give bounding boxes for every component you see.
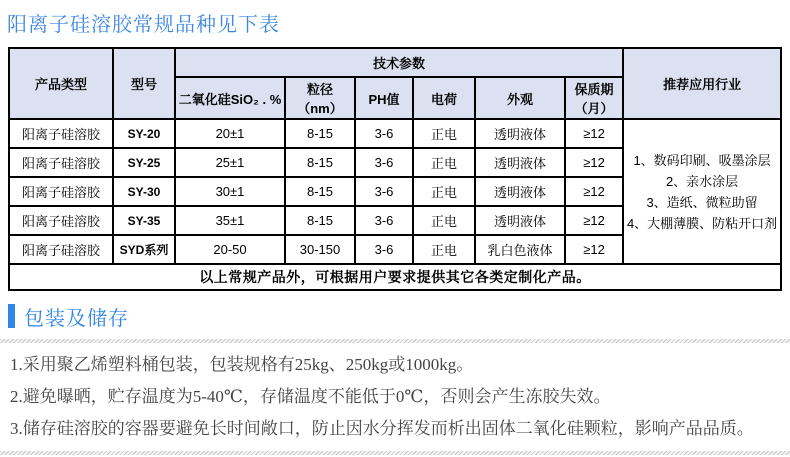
cell-appearance: 乳白色液体 [475, 235, 565, 264]
application-line: 2、亲水涂层 [665, 173, 739, 189]
col-header-model: 型号 [113, 48, 175, 119]
table-footer-row [9, 264, 781, 290]
cell-charge: 正电 [413, 119, 475, 148]
cell-product-type: 阳离子硅溶胶 [9, 235, 113, 264]
col-header-tech-params: 技术参数 [175, 48, 623, 77]
application-line: 3、造纸、微粒助留 [646, 194, 758, 210]
cell-shelf-life: ≥12 [565, 148, 623, 177]
storage-paragraph: 1.采用聚乙烯塑料桶包装，包装规格有25kg、250kg或1000kg。 [10, 355, 474, 374]
cell-charge: 正电 [413, 235, 475, 264]
cell-appearance: 透明液体 [475, 177, 565, 206]
cell-particle-size: 30-150 [285, 235, 355, 264]
section-title: 包装及储存 [24, 307, 129, 330]
cell-shelf-life: ≥12 [565, 235, 623, 264]
cell-sio2: 25±1 [175, 148, 285, 177]
storage-instructions [0, 354, 790, 439]
cell-appearance: 透明液体 [475, 148, 565, 177]
cell-charge: 正电 [413, 206, 475, 235]
cell-shelf-life: ≥12 [565, 177, 623, 206]
cell-ph: 3-6 [355, 206, 413, 235]
cell-model: SY-30 [113, 177, 175, 206]
cell-sio2: 20-50 [175, 235, 285, 264]
cell-sio2: 35±1 [175, 206, 285, 235]
cell-ph: 3-6 [355, 235, 413, 264]
cell-shelf-life: ≥12 [565, 206, 623, 235]
cell-model: SY-25 [113, 148, 175, 177]
col-header-product-type: 产品类型 [9, 48, 113, 119]
divider-top [0, 339, 790, 343]
cell-particle-size: 8-15 [285, 206, 355, 235]
section-accent-bar [8, 304, 15, 328]
cell-model: SY-20 [113, 119, 175, 148]
cell-ph: 3-6 [355, 119, 413, 148]
cell-charge: 正电 [413, 177, 475, 206]
col-header-sio2: 二氧化硅SiO₂ . % [175, 77, 285, 119]
applications-cell [623, 119, 781, 264]
cell-particle-size: 8-15 [285, 148, 355, 177]
cell-appearance: 透明液体 [475, 119, 565, 148]
col-header-shelf-life: 保质期（月） [565, 77, 623, 119]
application-line: 4、大棚薄膜、防粘开口剂 [626, 215, 778, 231]
divider-bottom [0, 451, 790, 455]
col-header-appearance: 外观 [475, 77, 565, 119]
cell-appearance: 透明液体 [475, 206, 565, 235]
cell-ph: 3-6 [355, 177, 413, 206]
cell-sio2: 20±1 [175, 119, 285, 148]
cell-product-type: 阳离子硅溶胶 [9, 206, 113, 235]
table-footer-note: 以上常规产品外，可根据用户要求提供其它各类定制化产品。 [9, 264, 781, 290]
cell-product-type: 阳离子硅溶胶 [9, 119, 113, 148]
cell-model: SYD系列 [113, 235, 175, 264]
col-header-applications: 推荐应用行业 [623, 48, 781, 119]
cell-particle-size: 8-15 [285, 119, 355, 148]
table-header-row-1 [9, 48, 781, 77]
section-header-packaging-storage [8, 303, 790, 329]
cell-model: SY-35 [113, 206, 175, 235]
table-row [9, 119, 781, 148]
cell-shelf-life: ≥12 [565, 119, 623, 148]
cell-particle-size: 8-15 [285, 177, 355, 206]
cell-product-type: 阳离子硅溶胶 [9, 148, 113, 177]
storage-paragraph: 2.避免曝晒，贮存温度为5-40℃，存储温度不能低于0℃，否则会产生冻胶失效。 [10, 387, 611, 406]
application-line: 1、数码印刷、吸墨涂层 [633, 152, 771, 168]
cell-charge: 正电 [413, 148, 475, 177]
products-table [8, 47, 782, 291]
storage-paragraph: 3.储存硅溶胶的容器要避免长时间敞口，防止因水分挥发而析出固体二氧化硅颗粒，影响产品品质。 [10, 419, 754, 438]
cell-product-type: 阳离子硅溶胶 [9, 177, 113, 206]
col-header-charge: 电荷 [413, 77, 475, 119]
page-title: 阳离子硅溶胶常规品种见下表 [7, 14, 280, 36]
col-header-particle-size: 粒径（nm） [285, 77, 355, 119]
col-header-ph: PH值 [355, 77, 413, 119]
cell-ph: 3-6 [355, 148, 413, 177]
cell-sio2: 30±1 [175, 177, 285, 206]
